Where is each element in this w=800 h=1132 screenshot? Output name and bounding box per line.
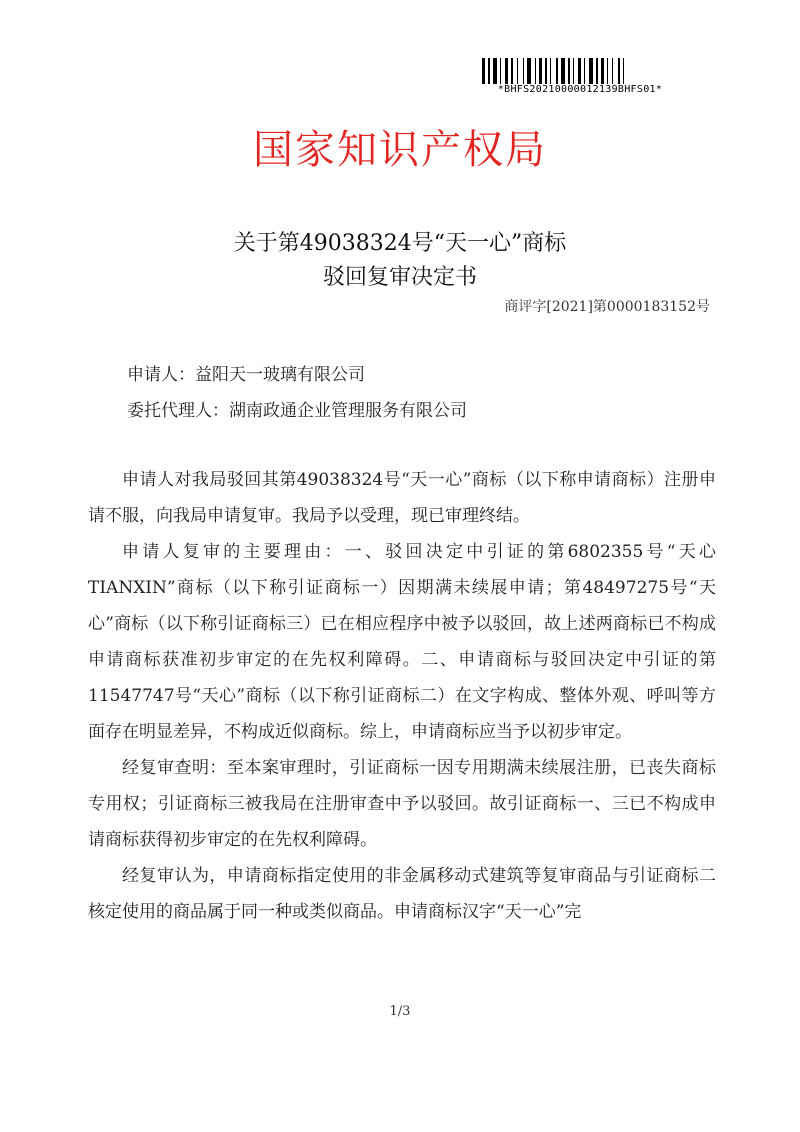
barcode — [482, 58, 678, 84]
paragraph: 经复审认为，申请商标指定使用的非金属移动式建筑等复审商品与引证商标二核定使用的商品属于同一种或类似商品。申请商标汉字“天一心”完 — [88, 866, 716, 922]
office-name: 国家知识产权局 — [253, 127, 547, 173]
paragraph: 申请人复审的主要理由：一、驳回决定中引证的第6802355号“天心TIANXIN”商标（以下称引证商标一）因期满未续展申请；第48497275号“天心”商标（以下称引证商标三）已在相应程序中被予以驳回，故上述两商标已不构成申请商标获准初步审定的在先权利障碍。二、申请商标与驳回决定中引证的第11547747号“天心”商标（以下称引证商标二）在文字构成、整体外观、呼叫等方面存在明显差异，不构成近似商标。综上，申请商标应当予以初步审定。 — [88, 542, 716, 742]
document-number: 商评字[2021]第0000183152号 — [504, 299, 710, 315]
applicant-line: 申请人：益阳天一玻璃有限公司 — [127, 365, 365, 385]
page-number: 1/3 — [389, 1004, 411, 1019]
document-body — [88, 462, 716, 930]
barcode-number: *BHFS20210000012139BHFS01* — [497, 84, 663, 95]
document-title-line2: 驳回复审决定书 — [322, 265, 477, 290]
agent-line: 委托代理人：湖南政通企业管理服务有限公司 — [127, 401, 467, 421]
paragraph: 申请人对我局驳回其第49038324号“天一心”商标（以下称申请商标）注册申请不服，向我局申请复审。我局予以受理，现已审理终结。 — [88, 470, 716, 526]
document-title-line1: 关于第49038324号“天一心”商标 — [233, 231, 567, 256]
paragraph: 经复审查明：至本案审理时，引证商标一因专用期满未续展注册，已丧失商标专用权；引证商标三被我局在注册审查中予以驳回。故引证商标一、三已不构成申请商标获得初步审定的在先权利障碍。 — [88, 758, 716, 850]
